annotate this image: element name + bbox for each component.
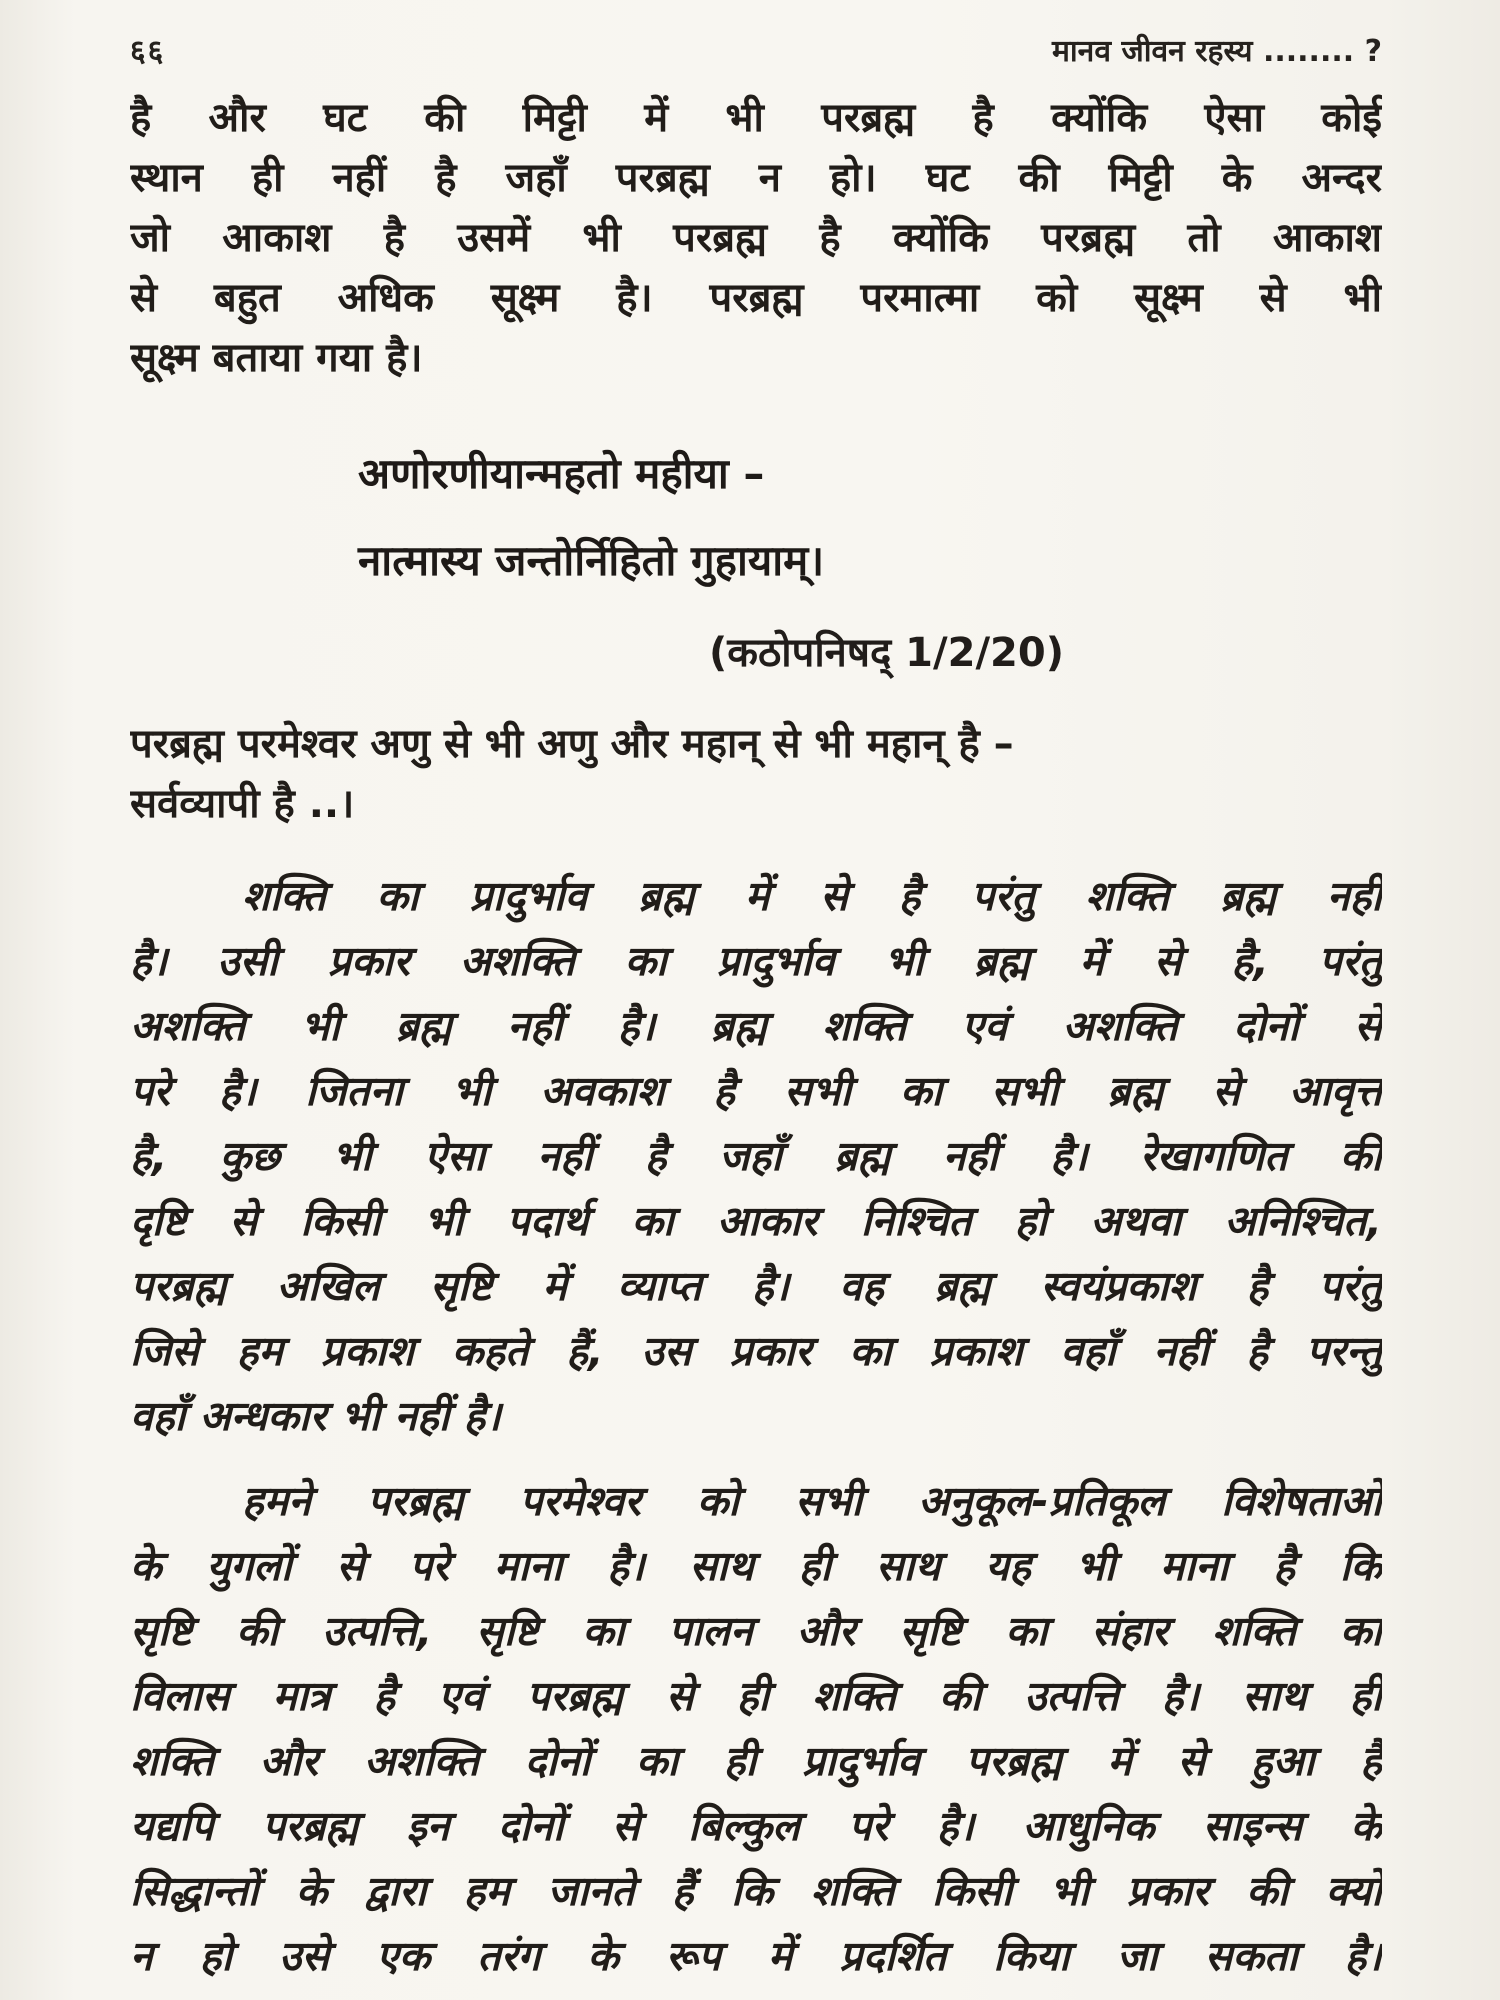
text-line: है और घट की मिट्टी में भी परब्रह्म है क्योंकि ऐसा कोई (130, 95, 1382, 141)
text-line: स्थान ही नहीं है जहाँ परब्रह्म न हो। घट की मिट्टी के अन्दर (130, 155, 1382, 201)
page-number: ६६ (130, 34, 166, 69)
text-line: शक्ति और अशक्ति दोनों का ही प्रादुर्भाव परब्रह्म में से हुआ है (130, 1737, 1382, 1785)
paragraph-2 (130, 714, 1382, 834)
text-line: हमने परब्रह्म परमेश्वर को सभी अनुकूल-प्रतिकूल विशेषताओं (242, 1477, 1382, 1525)
text-line: सूक्ष्म बताया गया है। (130, 335, 423, 381)
running-title: मानव जीवन रहस्य ........ ? (1051, 34, 1382, 69)
text-line: जो आकाश है उसमें भी परब्रह्म है क्योंकि परब्रह्म तो आकाश (130, 215, 1382, 261)
text-line: परब्रह्म अखिल सृष्टि में व्याप्त है। वह ब्रह्म स्वयंप्रकाश है परंतु (130, 1262, 1382, 1310)
text-line: परब्रह्म परमेश्वर अणु से भी अणु और महान् से भी महान् है – (130, 721, 1014, 767)
verse-line: अणोरणीयान्महतो महीया – (358, 449, 765, 498)
text-line: अशक्ति भी ब्रह्म नहीं है। ब्रह्म शक्ति एवं अशक्ति दोनों से (130, 1002, 1382, 1050)
text-line: सृष्टि की उत्पत्ति, सृष्टि का पालन और सृष्टि का संहार शक्ति का (130, 1607, 1382, 1655)
text-line: दृष्टि से किसी भी पदार्थ का आकार निश्चित हो अथवा अनिश्चित, (130, 1197, 1382, 1245)
verse-citation: (कठोपनिषद् 1/2/20) (709, 630, 1064, 676)
text-line: विलास मात्र है एवं परब्रह्म से ही शक्ति की उत्पत्ति है। साथ ही (130, 1672, 1382, 1720)
paragraph-1 (130, 88, 1382, 388)
text-line: है। उसी प्रकार अशक्ति का प्रादुर्भाव भी ब्रह्म में से है, परंतु (130, 937, 1382, 985)
text-line: यद्यपि परब्रह्म इन दोनों से बिल्कुल परे है। आधुनिक साइन्स के (130, 1802, 1382, 1850)
paragraph-4 (130, 1469, 1382, 1989)
text-line: न हो उसे एक तरंग के रूप में प्रदर्शित किया जा सकता है। (130, 1932, 1382, 1980)
text-line: वहाँ अन्धकार भी नहीं है। (130, 1392, 501, 1440)
text-line: परे है। जितना भी अवकाश है सभी का सभी ब्रह्म से आवृत्त (130, 1067, 1382, 1115)
verse-block (130, 448, 1382, 679)
page-header (130, 25, 1382, 70)
text-line: है, कुछ भी ऐसा नहीं है जहाँ ब्रह्म नहीं है। रेखागणित की (130, 1132, 1382, 1180)
text-line: शक्ति का प्रादुर्भाव ब्रह्म में से है परंतु शक्ति ब्रह्म नहीं (242, 872, 1382, 920)
text-line: जिसे हम प्रकाश कहते हैं, उस प्रकार का प्रकाश वहाँ नहीं है परन्तु (130, 1327, 1382, 1375)
text-line: सिद्धान्तों के द्वारा हम जानते हैं कि शक्ति किसी भी प्रकार की क्यों (130, 1867, 1382, 1915)
text-line: के युगलों से परे माना है। साथ ही साथ यह भी माना है कि (130, 1542, 1382, 1590)
text-line: से बहुत अधिक सूक्ष्म है। परब्रह्म परमात्मा को सूक्ष्म से भी (130, 275, 1382, 321)
text-line: सर्वव्यापी है ..। (130, 781, 355, 827)
verse-line: नात्मास्य जन्तोर्निहितो गुहायाम्। (358, 536, 825, 585)
paragraph-3 (130, 864, 1382, 1449)
